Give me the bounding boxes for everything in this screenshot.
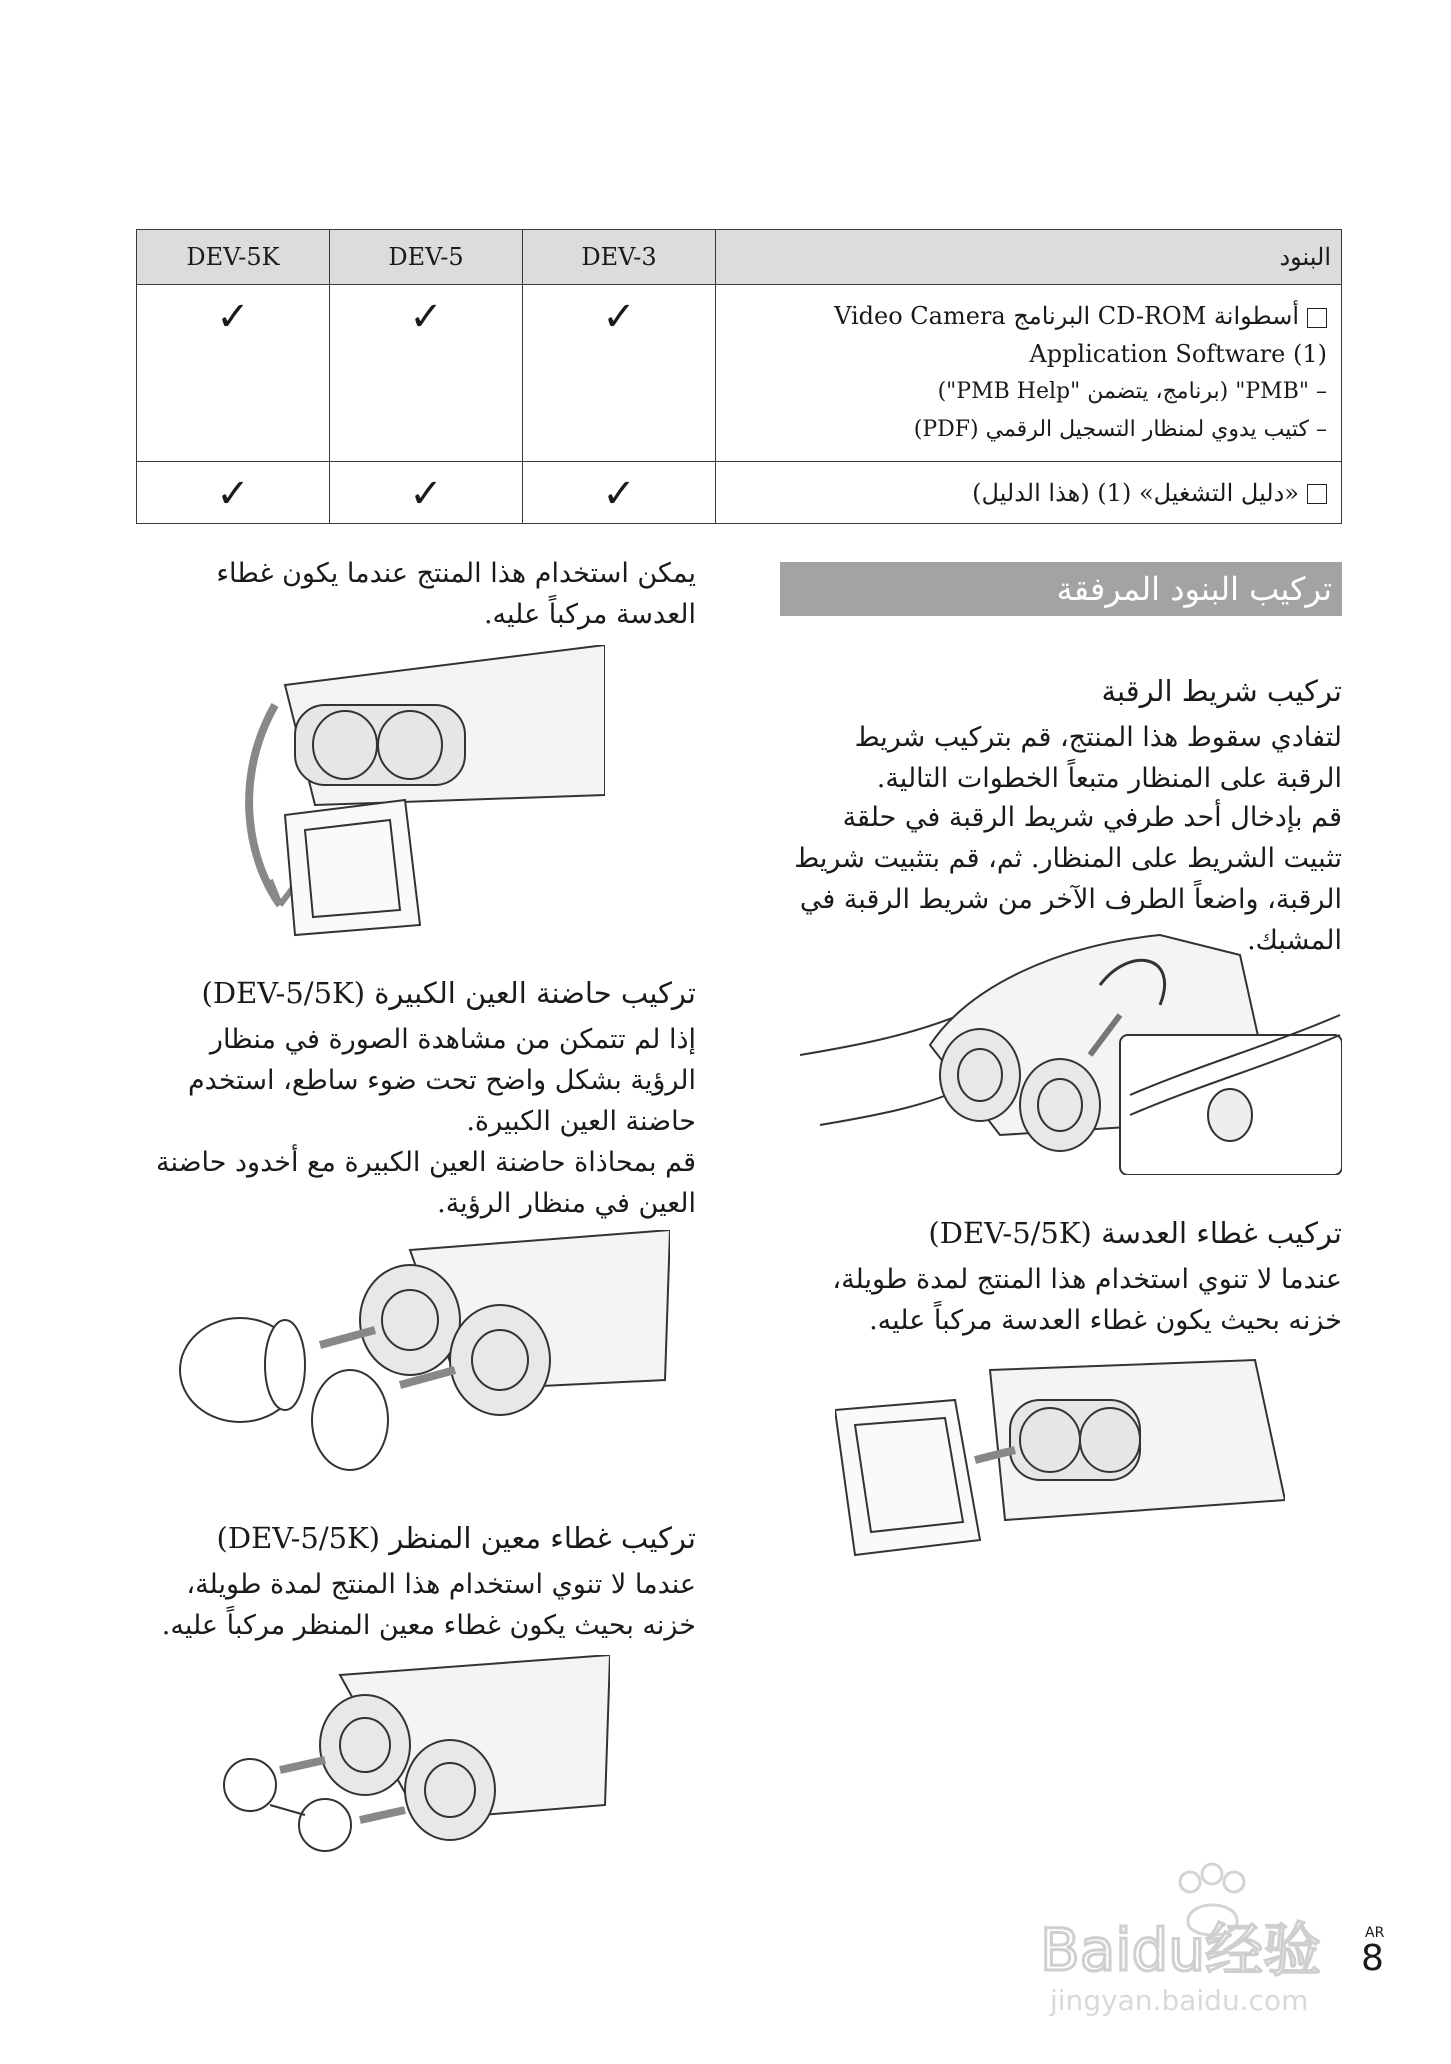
lens-cap-note: يمكن استخدام هذا المنتج عندما يكون غطاء العدسة مركباً عليه.	[216, 558, 696, 630]
check-icon: ✓	[330, 285, 523, 462]
item-manual-label: «دليل التشغيل» (1) (هذا الدليل)	[972, 478, 1299, 507]
page-number: 8	[1361, 1938, 1384, 1979]
item-cell-manual	[716, 462, 1342, 524]
header-dev3: DEV-3	[523, 230, 716, 285]
strap-para-1: لتفادي سقوط هذا المنتج، قم بتركيب شريط الرقبة على المنظار متبعاً الخطوات التالية.	[854, 722, 1342, 794]
checkbox-icon	[1307, 308, 1327, 328]
lens-cap-para: عندما لا تنوي استخدام هذا المنتج لمدة طويلة، خزنه بحيث يكون غطاء العدسة مركباً عليه.	[832, 1264, 1342, 1336]
viewfinder-cap-illustration	[220, 1655, 610, 1875]
eyecup-illustration	[170, 1230, 670, 1490]
eyecup-para-2: قم بمحاذاة حاضنة العين الكبيرة مع أخدود حاضنة العين في منظار الرؤية.	[155, 1147, 696, 1219]
item-cdrom-line2: (1) Application Software	[1029, 340, 1327, 368]
table-row	[137, 285, 1342, 462]
check-icon: ✓	[330, 462, 523, 524]
item-cdrom-line1: أسطوانة CD-ROM البرنامج Video Camera	[834, 302, 1299, 330]
items-table	[136, 229, 1342, 524]
eyecup-para-1: إذا لم تتمكن من مشاهدة الصورة في منظار الرؤية بشكل واضح تحت ضوء ساطع، استخدم حاضنة العين الكبيرة.	[187, 1024, 696, 1137]
item-cdrom-line3: – "PMB" (برنامج، يتضمن "PMB Help")	[937, 379, 1327, 404]
header-items: البنود	[716, 230, 1342, 285]
watermark-logo	[1040, 1860, 1370, 2020]
table-row	[137, 462, 1342, 524]
lens-cap-open-illustration	[235, 645, 605, 945]
viewfinder-cap-para: عندما لا تنوي استخدام هذا المنتج لمدة طويلة، خزنه بحيث يكون غطاء معين المنظر مركباً عليه.	[161, 1569, 696, 1641]
watermark-text: Baidu经验	[1040, 1916, 1322, 1984]
table-header-row	[137, 230, 1342, 285]
lens-cap-heading: تركيب غطاء العدسة (DEV-5/5K)	[928, 1216, 1342, 1250]
eyecup-heading: تركيب حاضنة العين الكبيرة (DEV-5/5K)	[201, 976, 696, 1010]
check-icon: ✓	[523, 462, 716, 524]
header-dev5k: DEV-5K	[137, 230, 330, 285]
viewfinder-cap-heading: تركيب غطاء معين المنظر (DEV-5/5K)	[216, 1521, 696, 1555]
check-icon: ✓	[523, 285, 716, 462]
item-cdrom-line4: – كتيب يدوي لمنظار التسجيل الرقمي (PDF)	[913, 417, 1327, 442]
strap-heading: تركيب شريط الرقبة	[1101, 674, 1342, 708]
checkbox-icon	[1307, 484, 1327, 504]
strap-para-2: قم بإدخال أحد طرفي شريط الرقبة في حلقة تثبيت الشريط على المنظار. ثم، قم بتثبيت شريط الرقبة، واضعاً الطرف الآخر من شريط الرقبة في المشبك.	[794, 802, 1342, 956]
page-language: AR	[1365, 1925, 1385, 1941]
watermark-url: jingyan.baidu.com	[1050, 1984, 1309, 2017]
section-title: تركيب البنود المرفقة	[780, 562, 1342, 616]
neck-strap-illustration	[800, 925, 1342, 1175]
item-cell-cdrom	[716, 285, 1342, 462]
header-dev5: DEV-5	[330, 230, 523, 285]
lens-cap-illustration	[835, 1350, 1285, 1560]
check-icon: ✓	[137, 285, 330, 462]
check-icon: ✓	[137, 462, 330, 524]
